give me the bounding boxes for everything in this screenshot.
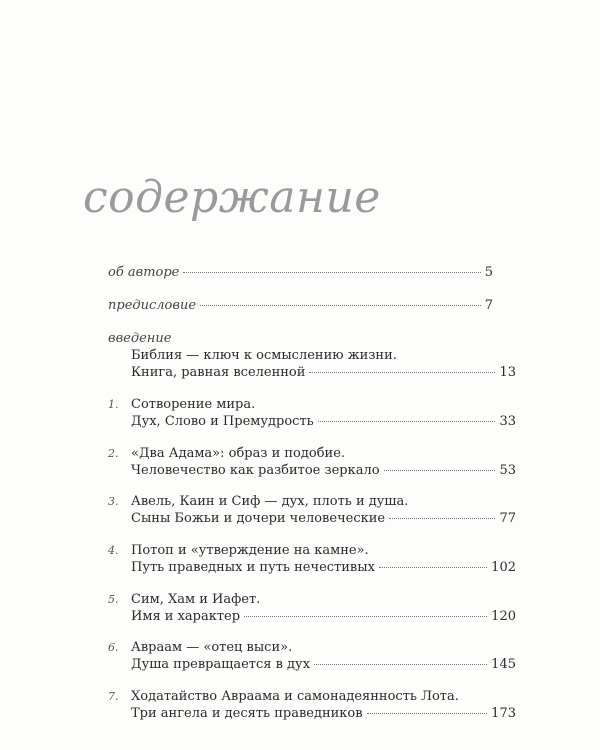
chapter-subtitle: Сыны Божьи и дочери человеческие [131,511,386,526]
dot-leader [379,567,487,568]
dot-leader [200,305,481,306]
section-heading: введение [108,331,172,346]
chapter-subtitle: Имя и характер [131,609,241,624]
toc-entry-label: об авторе [108,265,180,280]
chapter-subtitle: Три ангела и десять праведников [131,706,363,721]
chapter-title: Ходатайство Авраама и самонадеянность Лота. [131,689,459,704]
dot-leader [309,372,495,373]
chapter-number: 6. [108,641,119,654]
chapter-number: 7. [108,690,119,703]
toc-page-number: 120 [491,609,516,624]
toc-page-number: 7 [484,298,493,313]
dot-leader [367,713,488,714]
dot-leader [384,470,496,471]
chapter-title: Потоп и «утверждение на камне». [131,543,369,558]
chapter-number: 5. [108,593,119,606]
toc-entry-introduction[interactable] [108,330,516,382]
chapter-title: «Два Адама»: образ и подобие. [131,446,346,461]
chapter-title: Сотворение мира. [131,397,256,412]
toc-entry-label: предисловие [108,298,197,313]
chapter-number: 2. [108,447,119,460]
toc-page-number: 77 [499,511,516,526]
dot-leader [244,616,487,617]
toc-page-number: 33 [499,414,516,429]
toc-page-number: 173 [491,706,516,721]
toc-page-number: 145 [491,657,516,672]
dot-leader [318,421,496,422]
dot-leader [314,664,487,665]
chapter-title: Авель, Каин и Сиф — дух, плоть и душа. [131,494,409,509]
chapter-title: Авраам — «отец выси». [131,640,293,655]
toc-page-number: 5 [484,265,493,280]
chapter-subtitle: Путь праведных и путь нечестивых [131,560,375,575]
toc-page-number: 53 [499,463,516,478]
chapter-subtitle: Дух, Слово и Премудрость [131,414,314,429]
dot-leader [183,272,480,273]
chapter-subtitle: Душа превращается в дух [131,657,311,672]
toc-entry-line1: Библия — ключ к осмыслению жизни. [131,348,397,363]
chapter-title: Сим, Хам и Иафет. [131,592,261,607]
page-title: содержание [83,172,381,223]
dot-leader [389,518,495,519]
chapter-number: 3. [108,495,119,508]
chapter-number: 1. [108,398,119,411]
toc-page-number: 102 [491,560,516,575]
toc-page-number: 13 [499,365,516,380]
chapter-number: 4. [108,544,119,557]
chapter-subtitle: Человечество как разбитое зеркало [131,463,380,478]
toc-entry-line2: Книга, равная вселенной [131,365,306,380]
